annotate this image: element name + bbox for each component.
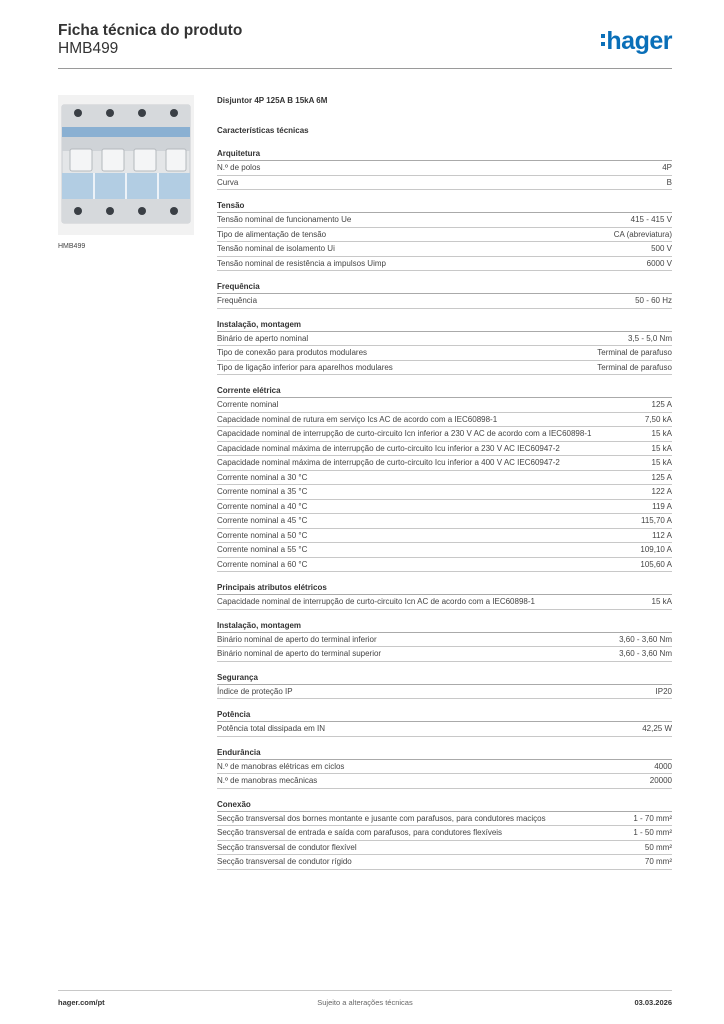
spec-value: Terminal de parafuso: [597, 348, 672, 357]
spec-label: Binário de aperto nominal: [217, 333, 309, 343]
spec-label: Secção transversal de condutor rígido: [217, 857, 352, 866]
spec-section: [217, 747, 672, 789]
spec-label: Corrente nominal: [217, 400, 279, 409]
section-title: Potência: [217, 709, 672, 722]
spec-row: [217, 543, 672, 558]
spec-label: Tensão nominal de resistência a impulsos Uimp: [217, 258, 386, 268]
spec-sections: [217, 148, 672, 870]
spec-value: 50 - 60 Hz: [635, 296, 672, 305]
spec-row: [217, 161, 672, 176]
spec-row: [217, 471, 672, 486]
header-divider: [58, 68, 672, 69]
spec-label: Índice de proteção IP: [217, 686, 293, 696]
spec-row: [217, 529, 672, 544]
spec-section: [217, 799, 672, 870]
spec-row: [217, 595, 672, 610]
spec-value: 3,60 - 3,60 Nm: [619, 634, 672, 644]
spec-value: 415 - 415 V: [630, 215, 672, 224]
spec-row: [217, 826, 672, 841]
spec-value: 4000: [654, 761, 672, 771]
spec-label: Secção transversal de entrada e saída com parafusos, para condutores flexíveis: [217, 828, 503, 837]
spec-row: [217, 500, 672, 515]
section-title: Corrente elétrica: [217, 385, 672, 398]
spec-label: Capacidade nominal de interrupção de curto-circuito Icn inferior a 230 V AC de acordo com a IEC60898-1: [217, 429, 592, 438]
spec-section: [217, 582, 672, 610]
spec-row: [217, 685, 672, 700]
spec-label: Tipo de conexão para produtos modulares: [217, 348, 368, 357]
spec-row: [217, 456, 672, 471]
spec-row: [217, 442, 672, 457]
spec-value: 500 V: [651, 244, 672, 253]
spec-row: [217, 485, 672, 500]
spec-row: [217, 413, 672, 428]
spec-label: Capacidade nominal de interrupção de curto-circuito Icn AC de acordo com a IEC60898-1: [217, 597, 535, 606]
spec-label: Secção transversal dos bornes montante e jusante com parafusos, para condutores maciços: [217, 813, 546, 823]
spec-value: 112 A: [652, 530, 672, 540]
spec-value: 4P: [662, 163, 672, 172]
spec-label: Tensão nominal de funcionamento Ue: [217, 215, 352, 224]
spec-sheet: [217, 96, 672, 870]
spec-label: Binário nominal de aperto do terminal inferior: [217, 634, 377, 644]
spec-row: [217, 242, 672, 257]
spec-value: 1 - 50 mm²: [633, 828, 672, 837]
section-title: Conexão: [217, 799, 672, 812]
spec-value: 15 kA: [651, 458, 672, 467]
section-title: Endurância: [217, 747, 672, 760]
spec-value: 115,70 A: [641, 516, 672, 525]
spec-label: Binário nominal de aperto do terminal superior: [217, 649, 382, 658]
spec-label: Tipo de alimentação de tensão: [217, 229, 327, 239]
spec-section: [217, 281, 672, 309]
spec-value: IP20: [655, 686, 672, 696]
spec-label: Corrente nominal a 55 °C: [217, 545, 308, 554]
spec-value: 20000: [649, 776, 672, 785]
footer-notice: Sujeito a alterações técnicas: [317, 998, 413, 1007]
spec-row: [217, 841, 672, 856]
spec-row: [217, 398, 672, 413]
page-header: [58, 22, 672, 58]
logo-dots-icon: [601, 34, 605, 50]
spec-label: Corrente nominal a 60 °C: [217, 559, 308, 569]
spec-section: [217, 148, 672, 190]
spec-label: Secção transversal de condutor flexível: [217, 842, 357, 852]
hager-logo: [601, 28, 672, 54]
spec-value: 125 A: [651, 400, 672, 409]
spec-row: [217, 514, 672, 529]
spec-row: [217, 855, 672, 870]
product-code: HMB499: [58, 40, 119, 57]
spec-section: [217, 200, 672, 271]
product-name: Disjuntor 4P 125A B 15kA 6M: [217, 96, 328, 105]
spec-row: [217, 346, 672, 361]
spec-value: 15 kA: [651, 443, 672, 453]
spec-label: N.º de manobras mecânicas: [217, 776, 318, 785]
section-title: Principais atributos elétricos: [217, 582, 672, 595]
spec-value: 119 A: [652, 501, 672, 511]
spec-row: [217, 647, 672, 662]
spec-value: 15 kA: [651, 597, 672, 606]
spec-value: 50 mm²: [644, 842, 672, 852]
spec-row: [217, 427, 672, 442]
spec-section: [217, 319, 672, 376]
section-title: Frequência: [217, 281, 672, 294]
spec-value: Terminal de parafuso: [597, 362, 672, 372]
footer-divider: [58, 990, 672, 991]
section-title: Tensão: [217, 200, 672, 213]
spec-label: Tipo de ligação inferior para aparelhos modulares: [217, 362, 393, 372]
spec-row: [217, 361, 672, 376]
section-title: Instalação, montagem: [217, 620, 672, 633]
spec-row: [217, 812, 672, 827]
circuit-breaker-icon: [58, 95, 194, 235]
spec-label: Corrente nominal a 40 °C: [217, 501, 308, 511]
spec-value: 3,5 - 5,0 Nm: [627, 333, 672, 343]
spec-value: 109,10 A: [640, 545, 672, 554]
spec-section: [217, 709, 672, 737]
spec-label: Corrente nominal a 35 °C: [217, 487, 308, 496]
spec-label: N.º de manobras elétricas em ciclos: [217, 761, 345, 771]
product-image: [58, 95, 194, 235]
spec-label: Potência total dissipada em IN: [217, 724, 326, 733]
spec-row: [217, 213, 672, 228]
spec-label: Frequência: [217, 296, 258, 305]
spec-value: 1 - 70 mm²: [633, 813, 672, 823]
spec-value: 125 A: [651, 472, 672, 482]
spec-section: [217, 672, 672, 700]
spec-label: Tensão nominal de isolamento Ui: [217, 244, 335, 253]
spec-value: 6000 V: [646, 258, 672, 268]
spec-value: 15 kA: [651, 429, 672, 438]
logo-text: hager: [606, 27, 672, 55]
spec-label: Corrente nominal a 50 °C: [217, 530, 308, 540]
specs-heading: Características técnicas: [217, 126, 309, 135]
spec-row: [217, 332, 672, 347]
footer-date: 03.03.2026: [634, 998, 672, 1007]
spec-row: [217, 760, 672, 775]
spec-label: Capacidade nominal de rutura em serviço Ics AC de acordo com a IEC60898-1: [217, 414, 498, 424]
spec-label: Corrente nominal a 30 °C: [217, 472, 308, 482]
spec-row: [217, 176, 672, 191]
spec-section: [217, 620, 672, 662]
section-title: Segurança: [217, 672, 672, 685]
spec-label: Corrente nominal a 45 °C: [217, 516, 308, 525]
spec-row: [217, 774, 672, 789]
spec-row: [217, 633, 672, 648]
spec-label: Curva: [217, 177, 239, 187]
section-title: Arquitetura: [217, 148, 672, 161]
spec-value: 7,50 kA: [644, 414, 672, 424]
footer-website[interactable]: hager.com/pt: [58, 998, 105, 1007]
spec-label: N.º de polos: [217, 163, 261, 172]
spec-value: 3,60 - 3,60 Nm: [619, 649, 672, 658]
page-title: Ficha técnica do produto: [58, 22, 243, 39]
section-title: Instalação, montagem: [217, 319, 672, 332]
spec-value: 122 A: [651, 487, 672, 496]
spec-section: [217, 385, 672, 572]
spec-row: [217, 257, 672, 272]
spec-value: CA (abreviatura): [613, 229, 672, 239]
spec-row: [217, 722, 672, 737]
spec-value: 70 mm²: [644, 857, 672, 866]
spec-row: [217, 294, 672, 309]
spec-value: B: [666, 177, 672, 187]
spec-label: Capacidade nominal máxima de interrupção de curto-circuito Icu inferior a 230 V AC IEC60947-2: [217, 443, 560, 453]
spec-row: [217, 558, 672, 573]
spec-row: [217, 228, 672, 243]
image-caption: HMB499: [58, 243, 86, 250]
spec-value: 105,60 A: [640, 559, 672, 569]
spec-value: 42,25 W: [642, 724, 672, 733]
spec-label: Capacidade nominal máxima de interrupção de curto-circuito Icu inferior a 400 V AC IEC60947-2: [217, 458, 560, 467]
